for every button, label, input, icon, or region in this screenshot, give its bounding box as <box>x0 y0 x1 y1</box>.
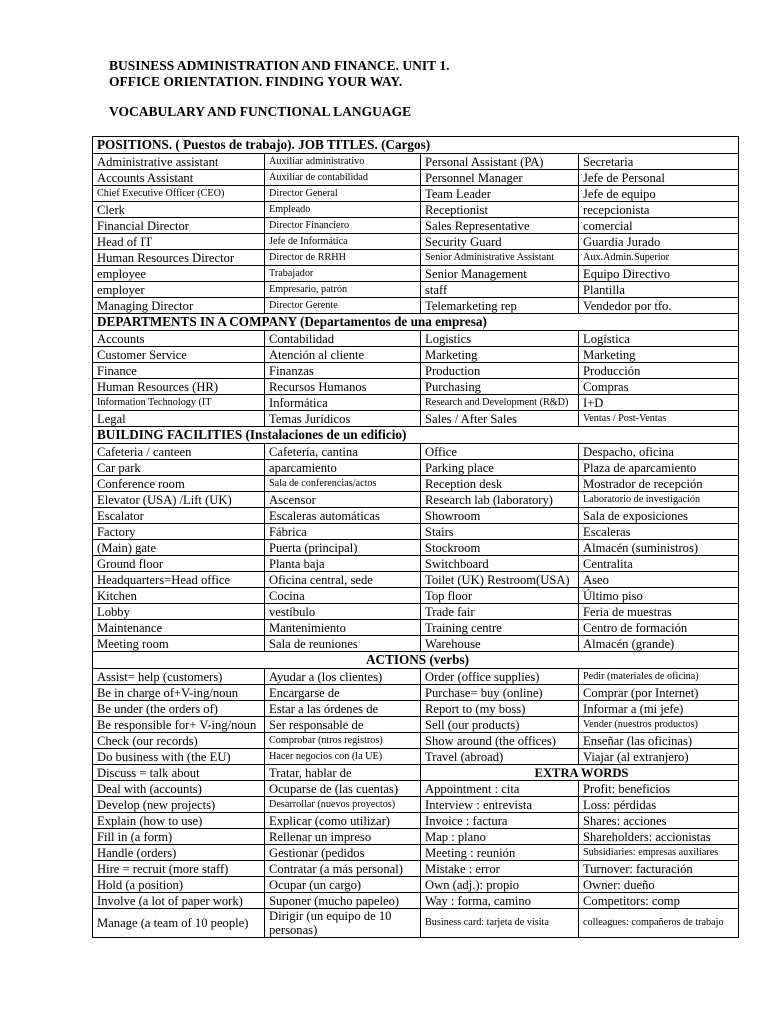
term-en: Be responsible for+ V-ing/noun <box>93 717 265 733</box>
term-en: Headquarters=Head office <box>93 572 265 588</box>
term-en: Kitchen <box>93 588 265 604</box>
term-en: Senior Management <box>421 266 579 282</box>
term-es: Centralita <box>579 556 739 572</box>
extra-words-title: EXTRA WORDS <box>421 765 739 781</box>
term-es: Estar a las órdenes de <box>265 701 421 717</box>
term-en: Information Technology (IT <box>93 395 265 411</box>
document-header <box>109 58 449 120</box>
positions-row <box>93 234 739 250</box>
term-es: Contabilidad <box>265 331 421 347</box>
term-es: Escaleras automáticas <box>265 508 421 524</box>
facilities-row <box>93 460 739 476</box>
term-es: Cocina <box>265 588 421 604</box>
facilities-row <box>93 524 739 540</box>
term-es: Director Financiero <box>265 218 421 234</box>
actions-row <box>93 781 739 797</box>
extra-word: Shares: acciones <box>579 813 739 829</box>
term-en: staff <box>421 282 579 298</box>
actions-row <box>93 909 739 938</box>
term-es: Ocuparse de (las cuentas) <box>265 781 421 797</box>
positions-row <box>93 266 739 282</box>
term-en: Office <box>421 444 579 460</box>
positions-row <box>93 298 739 314</box>
term-es: Planta baja <box>265 556 421 572</box>
term-en: Manage (a team of 10 people) <box>93 909 265 938</box>
term-en: Switchboard <box>421 556 579 572</box>
term-es: Tratar, hablar de <box>265 765 421 781</box>
term-en: Ground floor <box>93 556 265 572</box>
term-en: (Main) gate <box>93 540 265 556</box>
term-es: Escaleras <box>579 524 739 540</box>
term-es: Auxiliar administrativo <box>265 154 421 170</box>
departments-row <box>93 411 739 427</box>
term-es: vestíbulo <box>265 604 421 620</box>
term-es: Compras <box>579 379 739 395</box>
term-en: Financial Director <box>93 218 265 234</box>
term-en: Check (our records) <box>93 733 265 749</box>
term-es: Informática <box>265 395 421 411</box>
term-en: Do business with (the EU) <box>93 749 265 765</box>
term-en: Showroom <box>421 508 579 524</box>
term-es: Temas Jurídicos <box>265 411 421 427</box>
actions-row <box>93 829 739 845</box>
facilities-row <box>93 476 739 492</box>
actions-row <box>93 893 739 909</box>
term-en: Involve (a lot of paper work) <box>93 893 265 909</box>
term-es: Contratar (a más personal) <box>265 861 421 877</box>
term-en: Personnel Manager <box>421 170 579 186</box>
term-es: Ascensor <box>265 492 421 508</box>
term-es: Plaza de aparcamiento <box>579 460 739 476</box>
facilities-row <box>93 636 739 652</box>
term-en: Reception desk <box>421 476 579 492</box>
term-es: Almacén (suministros) <box>579 540 739 556</box>
term-es: Vender (nuestros productos) <box>579 717 739 733</box>
positions-row <box>93 202 739 218</box>
facilities-row <box>93 588 739 604</box>
departments-row <box>93 395 739 411</box>
facilities-row <box>93 604 739 620</box>
positions-row <box>93 250 739 266</box>
extra-word: colleagues: compañeros de trabajo <box>579 909 739 938</box>
extra-word: Business card: tarjeta de visita <box>421 909 579 938</box>
term-en: Report to (my boss) <box>421 701 579 717</box>
term-en: Show around (the offices) <box>421 733 579 749</box>
facilities-row <box>93 508 739 524</box>
actions-row <box>93 749 739 765</box>
extra-word: Way : forma, camino <box>421 893 579 909</box>
term-en: Receptionist <box>421 202 579 218</box>
term-es: Recursos Humanos <box>265 379 421 395</box>
term-en: Develop (new projects) <box>93 797 265 813</box>
term-es: Finanzas <box>265 363 421 379</box>
extra-word: Subsidiaries: empresas auxiliares <box>579 845 739 861</box>
term-es: Viajar (al extranjero) <box>579 749 739 765</box>
positions-row <box>93 170 739 186</box>
positions-row <box>93 282 739 298</box>
term-es: Ventas / Post-Ventas <box>579 411 739 427</box>
term-es: Hacer negocios con (la UE) <box>265 749 421 765</box>
actions-row <box>93 733 739 749</box>
actions-title: ACTIONS (verbs) <box>93 652 739 669</box>
actions-row <box>93 861 739 877</box>
term-es: Último piso <box>579 588 739 604</box>
term-en: Elevator (USA) /Lift (UK) <box>93 492 265 508</box>
term-en: Maintenance <box>93 620 265 636</box>
term-es: Feria de muestras <box>579 604 739 620</box>
positions-title: POSITIONS. ( Puestos de trabajo). JOB TITLES. (Cargos) <box>93 137 739 154</box>
term-en: Personal Assistant (PA) <box>421 154 579 170</box>
actions-row <box>93 685 739 701</box>
term-en: Hire = recruit (more staff) <box>93 861 265 877</box>
term-en: Research and Development (R&D) <box>421 395 579 411</box>
extra-word: Owner: dueño <box>579 877 739 893</box>
term-es: Atención al cliente <box>265 347 421 363</box>
term-en: Clerk <box>93 202 265 218</box>
term-en: Sales / After Sales <box>421 411 579 427</box>
term-en: Purchase= buy (online) <box>421 685 579 701</box>
term-en: Research lab (laboratory) <box>421 492 579 508</box>
term-en: Administrative assistant <box>93 154 265 170</box>
term-en: Training centre <box>421 620 579 636</box>
actions-row <box>93 717 739 733</box>
term-es: Sala de conferencias/actos <box>265 476 421 492</box>
facilities-row <box>93 492 739 508</box>
extra-word: Interview : entrevista <box>421 797 579 813</box>
term-es: Sala de reuniones <box>265 636 421 652</box>
actions-header-row <box>93 652 739 669</box>
term-en: Escalator <box>93 508 265 524</box>
term-es: Laboratorio de investigación <box>579 492 739 508</box>
term-es: Cafetería, cantina <box>265 444 421 460</box>
extra-word: Appointment : cita <box>421 781 579 797</box>
term-es: Trabajador <box>265 266 421 282</box>
term-es: Almacén (grande) <box>579 636 739 652</box>
term-en: Telemarketing rep <box>421 298 579 314</box>
term-en: Meeting room <box>93 636 265 652</box>
term-es: Informar a (mi jefe) <box>579 701 739 717</box>
term-es: Director de RRHH <box>265 250 421 266</box>
term-es: Comprar (por Internet) <box>579 685 739 701</box>
term-en: Order (office supplies) <box>421 669 579 685</box>
term-en: Marketing <box>421 347 579 363</box>
term-en: Managing Director <box>93 298 265 314</box>
term-es: Director Gerente <box>265 298 421 314</box>
term-en: Lobby <box>93 604 265 620</box>
term-es: aparcamiento <box>265 460 421 476</box>
term-en: Hold (a position) <box>93 877 265 893</box>
term-en: Trade fair <box>421 604 579 620</box>
term-es: Ocupar (un cargo) <box>265 877 421 893</box>
positions-row <box>93 186 739 202</box>
extra-word: Turnover: facturación <box>579 861 739 877</box>
term-en: Security Guard <box>421 234 579 250</box>
term-es: Encargarse de <box>265 685 421 701</box>
term-en: Stairs <box>421 524 579 540</box>
actions-row <box>93 669 739 685</box>
departments-row <box>93 347 739 363</box>
term-es: Enseñar (las oficinas) <box>579 733 739 749</box>
departments-row <box>93 363 739 379</box>
term-es: I+D <box>579 395 739 411</box>
term-en: Customer Service <box>93 347 265 363</box>
term-es: Pedir (materiales de oficina) <box>579 669 739 685</box>
term-en: Finance <box>93 363 265 379</box>
term-es: Sala de exposiciones <box>579 508 739 524</box>
term-en: Human Resources Director <box>93 250 265 266</box>
extra-word: Map : plano <box>421 829 579 845</box>
term-en: Travel (abroad) <box>421 749 579 765</box>
term-es: Auxiliar de contabilidad <box>265 170 421 186</box>
term-en: Top floor <box>421 588 579 604</box>
extra-word: Own (adj.): propio <box>421 877 579 893</box>
actions-row <box>93 845 739 861</box>
term-es: Equipo Directivo <box>579 266 739 282</box>
term-en: Discuss = talk about <box>93 765 265 781</box>
facilities-row <box>93 540 739 556</box>
term-en: employer <box>93 282 265 298</box>
term-es: Aux.Admin.Superior <box>579 250 739 266</box>
term-en: Car park <box>93 460 265 476</box>
unit-subtitle: OFFICE ORIENTATION. FINDING YOUR WAY. <box>109 74 403 89</box>
term-es: Jefe de Personal <box>579 170 739 186</box>
extra-word: Mistake : error <box>421 861 579 877</box>
positions-row <box>93 218 739 234</box>
term-en: Team Leader <box>421 186 579 202</box>
term-es: Mantenimiento <box>265 620 421 636</box>
term-es: Director General <box>265 186 421 202</box>
departments-row <box>93 331 739 347</box>
term-es: Ayudar a (los clientes) <box>265 669 421 685</box>
term-es: Ser responsable de <box>265 717 421 733</box>
term-es: Marketing <box>579 347 739 363</box>
term-en: Parking place <box>421 460 579 476</box>
term-en: Conference room <box>93 476 265 492</box>
term-es: Jefe de Informática <box>265 234 421 250</box>
term-en: Deal with (accounts) <box>93 781 265 797</box>
unit-title: BUSINESS ADMINISTRATION AND FINANCE. UNIT 1. <box>109 58 450 73</box>
term-en: Legal <box>93 411 265 427</box>
term-es: Centro de formación <box>579 620 739 636</box>
term-en: Sell (our products) <box>421 717 579 733</box>
term-es: Fábrica <box>265 524 421 540</box>
section-heading: VOCABULARY AND FUNCTIONAL LANGUAGE <box>109 104 412 119</box>
term-en: Accounts <box>93 331 265 347</box>
actions-row <box>93 701 739 717</box>
vocabulary-table <box>92 136 739 938</box>
actions-row <box>93 877 739 893</box>
term-es: Mostrador de recepción <box>579 476 739 492</box>
term-en: Chief Executive Officer (CEO) <box>93 186 265 202</box>
term-en: Cafeteria / canteen <box>93 444 265 460</box>
term-es: Producción <box>579 363 739 379</box>
term-es: Explicar (como utilizar) <box>265 813 421 829</box>
term-en: Fill in (a form) <box>93 829 265 845</box>
term-es: Suponer (mucho papeleo) <box>265 893 421 909</box>
term-es: Aseo <box>579 572 739 588</box>
facilities-row <box>93 444 739 460</box>
term-es: Rellenar un impreso <box>265 829 421 845</box>
departments-row <box>93 379 739 395</box>
term-es: Desarrollar (nuevos proyectos) <box>265 797 421 813</box>
term-es: comercial <box>579 218 739 234</box>
term-en: employee <box>93 266 265 282</box>
term-es: Empleado <box>265 202 421 218</box>
term-en: Purchasing <box>421 379 579 395</box>
actions-row <box>93 813 739 829</box>
facilities-row <box>93 556 739 572</box>
term-es: recepcionista <box>579 202 739 218</box>
term-en: Handle (orders) <box>93 845 265 861</box>
term-en: Human Resources (HR) <box>93 379 265 395</box>
term-en: Warehouse <box>421 636 579 652</box>
term-en: Toilet (UK) Restroom(USA) <box>421 572 579 588</box>
term-en: Logistics <box>421 331 579 347</box>
term-en: Explain (how to use) <box>93 813 265 829</box>
term-en: Be in charge of+V-ing/noun <box>93 685 265 701</box>
extra-word: Shareholders: accionistas <box>579 829 739 845</box>
facilities-row <box>93 620 739 636</box>
term-es: Despacho, oficina <box>579 444 739 460</box>
actions-row <box>93 797 739 813</box>
facilities-title: BUILDING FACILITIES (Instalaciones de un edificio) <box>93 427 739 444</box>
extra-word: Meeting : reunión <box>421 845 579 861</box>
term-en: Factory <box>93 524 265 540</box>
term-en: Assist= help (customers) <box>93 669 265 685</box>
term-es: Comprobar (ntros registros) <box>265 733 421 749</box>
term-es: Empresario, patrón <box>265 282 421 298</box>
header-spacer <box>109 90 449 104</box>
term-en: Accounts Assistant <box>93 170 265 186</box>
term-es: Dirigir (un equipo de 10 personas) <box>265 909 421 938</box>
extra-word: Loss: pérdidas <box>579 797 739 813</box>
departments-title: DEPARTMENTS IN A COMPANY (Departamentos de una empresa) <box>93 314 739 331</box>
term-es: Plantilla <box>579 282 739 298</box>
term-en: Sales Representative <box>421 218 579 234</box>
term-es: Guardia Jurado <box>579 234 739 250</box>
term-es: Puerta (principal) <box>265 540 421 556</box>
facilities-row <box>93 572 739 588</box>
term-es: Secretaria <box>579 154 739 170</box>
term-en: Production <box>421 363 579 379</box>
term-es: Gestionar (pedidos <box>265 845 421 861</box>
term-es: Oficina central, sede <box>265 572 421 588</box>
term-es: Vendedor por tfo. <box>579 298 739 314</box>
term-en: Stockroom <box>421 540 579 556</box>
actions-row <box>93 765 739 781</box>
extra-word: Competitors: comp <box>579 893 739 909</box>
extra-word: Profit: beneficios <box>579 781 739 797</box>
positions-row <box>93 154 739 170</box>
term-en: Be under (the orders of) <box>93 701 265 717</box>
departments-header-row <box>93 314 739 331</box>
term-es: Logística <box>579 331 739 347</box>
term-en: Head of IT <box>93 234 265 250</box>
term-en: Senior Administrative Assistant <box>421 250 579 266</box>
term-es: Jefe de equipo <box>579 186 739 202</box>
extra-word: Invoice : factura <box>421 813 579 829</box>
positions-header-row <box>93 137 739 154</box>
facilities-header-row <box>93 427 739 444</box>
